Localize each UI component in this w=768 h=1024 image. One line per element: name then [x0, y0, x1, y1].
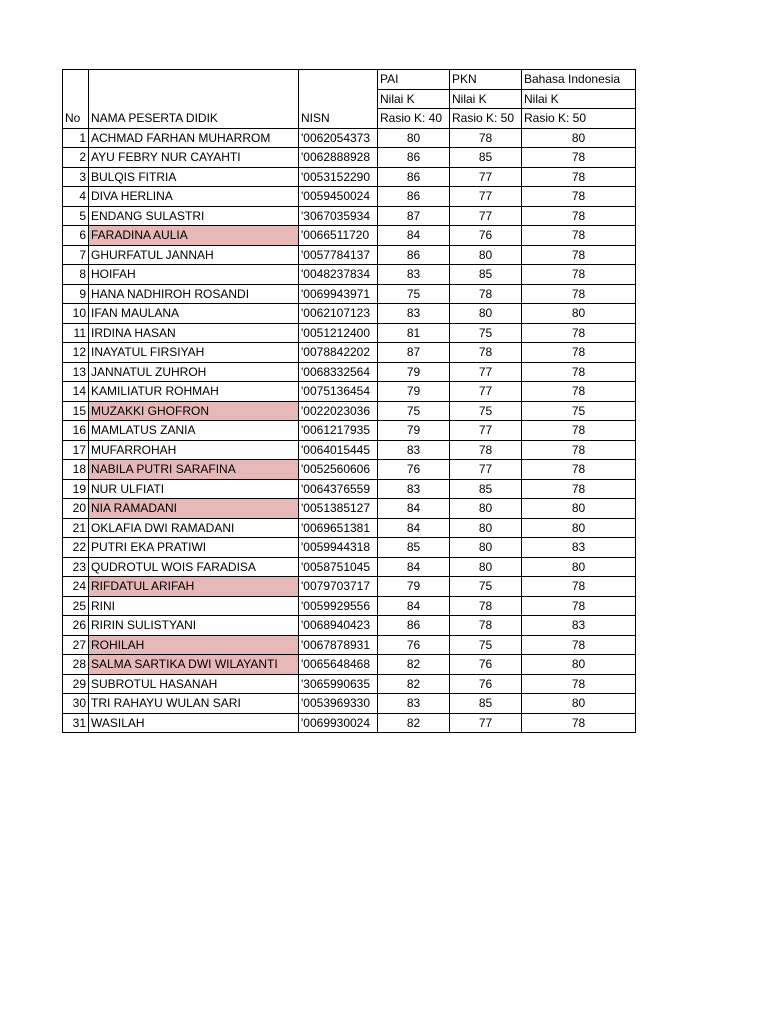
header-ratio-pkn[interactable]: Rasio K: 50 — [450, 109, 522, 129]
table-row — [63, 499, 636, 519]
header-subject-pkn[interactable]: PKN — [450, 70, 522, 90]
row-number-cell[interactable]: 13 — [63, 362, 89, 382]
bahasa-indonesia-score-cell[interactable]: 78 — [522, 167, 636, 187]
nisn-cell[interactable]: '0022023036 — [299, 401, 378, 421]
table-row — [63, 577, 636, 597]
header-name[interactable]: NAMA PESERTA DIDIK — [89, 109, 299, 129]
pkn-score-cell[interactable]: 80 — [450, 304, 522, 324]
bahasa-indonesia-score-cell[interactable]: 80 — [522, 518, 636, 538]
bahasa-indonesia-score-cell[interactable]: 80 — [522, 128, 636, 148]
header-cell-empty[interactable] — [63, 89, 89, 109]
nisn-cell[interactable]: '0064376559 — [299, 479, 378, 499]
header-nilai-pkn[interactable]: Nilai K — [450, 89, 522, 109]
pkn-score-cell[interactable]: 78 — [450, 616, 522, 636]
bahasa-indonesia-score-cell[interactable]: 78 — [522, 362, 636, 382]
pkn-score-cell[interactable]: 78 — [450, 284, 522, 304]
pkn-score-cell[interactable]: 77 — [450, 382, 522, 402]
pkn-score-cell[interactable]: 77 — [450, 167, 522, 187]
student-name-cell[interactable]: NABILA PUTRI SARAFINA — [89, 460, 299, 480]
bahasa-indonesia-score-cell[interactable]: 78 — [522, 421, 636, 441]
pai-score-cell[interactable]: 79 — [378, 577, 450, 597]
nisn-cell[interactable]: '0062107123 — [299, 304, 378, 324]
student-name-cell[interactable]: RINI — [89, 596, 299, 616]
table-row — [63, 440, 636, 460]
student-name-cell[interactable]: SALMA SARTIKA DWI WILAYANTI — [89, 655, 299, 675]
pai-score-cell[interactable]: 80 — [378, 128, 450, 148]
row-number-cell[interactable]: 25 — [63, 596, 89, 616]
header-no[interactable]: No — [63, 109, 89, 129]
row-number-cell[interactable]: 5 — [63, 206, 89, 226]
nisn-cell[interactable]: '0068940423 — [299, 616, 378, 636]
bahasa-indonesia-score-cell[interactable]: 78 — [522, 674, 636, 694]
student-name-cell[interactable]: MAMLATUS ZANIA — [89, 421, 299, 441]
pkn-score-cell[interactable]: 75 — [450, 577, 522, 597]
table-row — [63, 206, 636, 226]
table-row — [63, 479, 636, 499]
bahasa-indonesia-score-cell[interactable]: 80 — [522, 557, 636, 577]
table-row — [63, 401, 636, 421]
pkn-score-cell[interactable]: 78 — [450, 128, 522, 148]
row-number-cell[interactable]: 7 — [63, 245, 89, 265]
pkn-score-cell[interactable]: 78 — [450, 440, 522, 460]
pai-score-cell[interactable]: 79 — [378, 421, 450, 441]
pai-score-cell[interactable]: 85 — [378, 538, 450, 558]
pkn-score-cell[interactable]: 78 — [450, 596, 522, 616]
table-row — [63, 557, 636, 577]
header-nisn[interactable]: NISN — [299, 109, 378, 129]
student-name-cell[interactable]: HANA NADHIROH ROSANDI — [89, 284, 299, 304]
pkn-score-cell[interactable]: 76 — [450, 655, 522, 675]
student-name-cell[interactable]: IRDINA HASAN — [89, 323, 299, 343]
pkn-score-cell[interactable]: 77 — [450, 421, 522, 441]
student-name-cell[interactable]: TRI RAHAYU WULAN SARI — [89, 694, 299, 714]
student-name-cell[interactable]: RIRIN SULISTYANI — [89, 616, 299, 636]
table-row — [63, 518, 636, 538]
row-number-cell[interactable]: 1 — [63, 128, 89, 148]
student-name-cell[interactable]: PUTRI EKA PRATIWI — [89, 538, 299, 558]
row-number-cell[interactable]: 21 — [63, 518, 89, 538]
nisn-cell[interactable]: '0062054373 — [299, 128, 378, 148]
bahasa-indonesia-score-cell[interactable]: 78 — [522, 187, 636, 207]
row-number-cell[interactable]: 26 — [63, 616, 89, 636]
pkn-score-cell[interactable]: 85 — [450, 265, 522, 285]
pkn-score-cell[interactable]: 77 — [450, 713, 522, 733]
pkn-score-cell[interactable]: 75 — [450, 323, 522, 343]
student-name-cell[interactable]: NIA RAMADANI — [89, 499, 299, 519]
table-row — [63, 655, 636, 675]
pai-score-cell[interactable]: 84 — [378, 499, 450, 519]
student-name-cell[interactable]: DIVA HERLINA — [89, 187, 299, 207]
student-name-cell[interactable]: KAMILIATUR ROHMAH — [89, 382, 299, 402]
pai-score-cell[interactable]: 82 — [378, 655, 450, 675]
grades-table — [62, 69, 636, 733]
nisn-cell[interactable]: '0059450024 — [299, 187, 378, 207]
nisn-cell[interactable]: '0051385127 — [299, 499, 378, 519]
row-number-cell[interactable]: 30 — [63, 694, 89, 714]
student-name-cell[interactable]: RIFDATUL ARIFAH — [89, 577, 299, 597]
bahasa-indonesia-score-cell[interactable]: 78 — [522, 226, 636, 246]
nisn-cell[interactable]: '0061217935 — [299, 421, 378, 441]
pkn-score-cell[interactable]: 76 — [450, 674, 522, 694]
grades-table-body — [63, 70, 636, 733]
pkn-score-cell[interactable]: 85 — [450, 148, 522, 168]
pkn-score-cell[interactable]: 80 — [450, 557, 522, 577]
pai-score-cell[interactable]: 81 — [378, 323, 450, 343]
row-number-cell[interactable]: 20 — [63, 499, 89, 519]
student-name-cell[interactable]: BULQIS FITRIA — [89, 167, 299, 187]
pai-score-cell[interactable]: 84 — [378, 596, 450, 616]
table-row — [63, 304, 636, 324]
table-row — [63, 460, 636, 480]
row-number-cell[interactable]: 22 — [63, 538, 89, 558]
table-row — [63, 635, 636, 655]
row-number-cell[interactable]: 6 — [63, 226, 89, 246]
pai-score-cell[interactable]: 76 — [378, 460, 450, 480]
student-name-cell[interactable]: ROHILAH — [89, 635, 299, 655]
bahasa-indonesia-score-cell[interactable]: 78 — [522, 577, 636, 597]
bahasa-indonesia-score-cell[interactable]: 83 — [522, 538, 636, 558]
header-cell-empty[interactable] — [299, 89, 378, 109]
header-subject-pai[interactable]: PAI — [378, 70, 450, 90]
pkn-score-cell[interactable]: 76 — [450, 226, 522, 246]
pai-score-cell[interactable]: 86 — [378, 245, 450, 265]
pkn-score-cell[interactable]: 77 — [450, 187, 522, 207]
pkn-score-cell[interactable]: 78 — [450, 343, 522, 363]
row-number-cell[interactable]: 8 — [63, 265, 89, 285]
pkn-score-cell[interactable]: 77 — [450, 362, 522, 382]
header-cell-empty[interactable] — [89, 89, 299, 109]
table-row — [63, 265, 636, 285]
pai-score-cell[interactable]: 79 — [378, 382, 450, 402]
pai-score-cell[interactable]: 75 — [378, 284, 450, 304]
nisn-cell[interactable]: '0052560606 — [299, 460, 378, 480]
nisn-cell[interactable]: '0069943971 — [299, 284, 378, 304]
table-row — [63, 128, 636, 148]
table-row — [63, 187, 636, 207]
pai-score-cell[interactable]: 86 — [378, 616, 450, 636]
table-row — [63, 694, 636, 714]
pai-score-cell[interactable]: 76 — [378, 635, 450, 655]
row-number-cell[interactable]: 23 — [63, 557, 89, 577]
header-row-subjects — [63, 70, 636, 90]
table-row — [63, 596, 636, 616]
table-row — [63, 616, 636, 636]
student-name-cell[interactable]: IFAN MAULANA — [89, 304, 299, 324]
row-number-cell[interactable]: 31 — [63, 713, 89, 733]
student-name-cell[interactable]: MUFARROHAH — [89, 440, 299, 460]
bahasa-indonesia-score-cell[interactable]: 78 — [522, 265, 636, 285]
table-row — [63, 421, 636, 441]
pkn-score-cell[interactable]: 75 — [450, 635, 522, 655]
pai-score-cell[interactable]: 87 — [378, 206, 450, 226]
nisn-cell[interactable]: '0079703717 — [299, 577, 378, 597]
pai-score-cell[interactable]: 83 — [378, 440, 450, 460]
nisn-cell[interactable]: '0069930024 — [299, 713, 378, 733]
nisn-cell[interactable]: '0068332564 — [299, 362, 378, 382]
header-cell-empty[interactable] — [89, 70, 299, 90]
pai-score-cell[interactable]: 86 — [378, 167, 450, 187]
nisn-cell[interactable]: '0064015445 — [299, 440, 378, 460]
nisn-cell[interactable]: '0053969330 — [299, 694, 378, 714]
pai-score-cell[interactable]: 79 — [378, 362, 450, 382]
student-name-cell[interactable]: FARADINA AULIA — [89, 226, 299, 246]
bahasa-indonesia-score-cell[interactable]: 78 — [522, 284, 636, 304]
student-name-cell[interactable]: GHURFATUL JANNAH — [89, 245, 299, 265]
pai-score-cell[interactable]: 83 — [378, 304, 450, 324]
pkn-score-cell[interactable]: 77 — [450, 206, 522, 226]
header-cell-empty[interactable] — [63, 70, 89, 90]
table-row — [63, 674, 636, 694]
table-row — [63, 382, 636, 402]
student-name-cell[interactable]: AYU FEBRY NUR CAYAHTI — [89, 148, 299, 168]
student-name-cell[interactable]: SUBROTUL HASANAH — [89, 674, 299, 694]
bahasa-indonesia-score-cell[interactable]: 78 — [522, 245, 636, 265]
nisn-cell[interactable]: '0065648468 — [299, 655, 378, 675]
bahasa-indonesia-score-cell[interactable]: 78 — [522, 148, 636, 168]
nisn-cell[interactable]: '0051212400 — [299, 323, 378, 343]
table-row — [63, 323, 636, 343]
nisn-cell[interactable]: '3065990635 — [299, 674, 378, 694]
header-nilai-bahasa-indonesia[interactable]: Nilai K — [522, 89, 636, 109]
row-number-cell[interactable]: 18 — [63, 460, 89, 480]
row-number-cell[interactable]: 9 — [63, 284, 89, 304]
pai-score-cell[interactable]: 86 — [378, 187, 450, 207]
student-name-cell[interactable]: JANNATUL ZUHROH — [89, 362, 299, 382]
row-number-cell[interactable]: 15 — [63, 401, 89, 421]
pkn-score-cell[interactable]: 85 — [450, 694, 522, 714]
row-number-cell[interactable]: 10 — [63, 304, 89, 324]
bahasa-indonesia-score-cell[interactable]: 78 — [522, 382, 636, 402]
nisn-cell[interactable]: '0075136454 — [299, 382, 378, 402]
pai-score-cell[interactable]: 83 — [378, 265, 450, 285]
nisn-cell[interactable]: '0053152290 — [299, 167, 378, 187]
bahasa-indonesia-score-cell[interactable]: 80 — [522, 499, 636, 519]
pkn-score-cell[interactable]: 75 — [450, 401, 522, 421]
student-name-cell[interactable]: HOIFAH — [89, 265, 299, 285]
nisn-cell[interactable]: '0059929556 — [299, 596, 378, 616]
nisn-cell[interactable]: '0069651381 — [299, 518, 378, 538]
bahasa-indonesia-score-cell[interactable]: 78 — [522, 323, 636, 343]
pkn-score-cell[interactable]: 80 — [450, 518, 522, 538]
pai-score-cell[interactable]: 86 — [378, 148, 450, 168]
bahasa-indonesia-score-cell[interactable]: 78 — [522, 596, 636, 616]
nisn-cell[interactable]: '0066511720 — [299, 226, 378, 246]
row-number-cell[interactable]: 24 — [63, 577, 89, 597]
row-number-cell[interactable]: 3 — [63, 167, 89, 187]
pai-score-cell[interactable]: 83 — [378, 694, 450, 714]
table-row — [63, 245, 636, 265]
bahasa-indonesia-score-cell[interactable]: 78 — [522, 635, 636, 655]
pai-score-cell[interactable]: 82 — [378, 713, 450, 733]
bahasa-indonesia-score-cell[interactable]: 78 — [522, 479, 636, 499]
bahasa-indonesia-score-cell[interactable]: 80 — [522, 304, 636, 324]
bahasa-indonesia-score-cell[interactable]: 78 — [522, 713, 636, 733]
row-number-cell[interactable]: 16 — [63, 421, 89, 441]
nisn-cell[interactable]: '0058751045 — [299, 557, 378, 577]
pkn-score-cell[interactable]: 80 — [450, 499, 522, 519]
pai-score-cell[interactable]: 84 — [378, 226, 450, 246]
student-name-cell[interactable]: ACHMAD FARHAN MUHARROM — [89, 128, 299, 148]
pai-score-cell[interactable]: 84 — [378, 518, 450, 538]
row-number-cell[interactable]: 14 — [63, 382, 89, 402]
header-subject-bahasa-indonesia[interactable]: Bahasa Indonesia — [522, 70, 636, 90]
student-name-cell[interactable]: WASILAH — [89, 713, 299, 733]
pkn-score-cell[interactable]: 80 — [450, 538, 522, 558]
row-number-cell[interactable]: 19 — [63, 479, 89, 499]
student-name-cell[interactable]: NUR ULFIATI — [89, 479, 299, 499]
table-row — [63, 713, 636, 733]
student-name-cell[interactable]: INAYATUL FIRSIYAH — [89, 343, 299, 363]
header-nilai-pai[interactable]: Nilai K — [378, 89, 450, 109]
row-number-cell[interactable]: 11 — [63, 323, 89, 343]
bahasa-indonesia-score-cell[interactable]: 78 — [522, 460, 636, 480]
bahasa-indonesia-score-cell[interactable]: 78 — [522, 440, 636, 460]
student-name-cell[interactable]: QUDROTUL WOIS FARADISA — [89, 557, 299, 577]
header-ratio-bahasa-indonesia[interactable]: Rasio K: 50 — [522, 109, 636, 129]
bahasa-indonesia-score-cell[interactable]: 80 — [522, 694, 636, 714]
student-name-cell[interactable]: MUZAKKI GHOFRON — [89, 401, 299, 421]
header-row-nilai — [63, 89, 636, 109]
nisn-cell[interactable]: '0048237834 — [299, 265, 378, 285]
pai-score-cell[interactable]: 83 — [378, 479, 450, 499]
bahasa-indonesia-score-cell[interactable]: 75 — [522, 401, 636, 421]
bahasa-indonesia-score-cell[interactable]: 80 — [522, 655, 636, 675]
pkn-score-cell[interactable]: 85 — [450, 479, 522, 499]
student-name-cell[interactable]: OKLAFIA DWI RAMADANI — [89, 518, 299, 538]
pai-score-cell[interactable]: 87 — [378, 343, 450, 363]
bahasa-indonesia-score-cell[interactable]: 78 — [522, 343, 636, 363]
row-number-cell[interactable]: 29 — [63, 674, 89, 694]
pkn-score-cell[interactable]: 77 — [450, 460, 522, 480]
pai-score-cell[interactable]: 82 — [378, 674, 450, 694]
table-row — [63, 362, 636, 382]
table-row — [63, 284, 636, 304]
nisn-cell[interactable]: '0078842202 — [299, 343, 378, 363]
pai-score-cell[interactable]: 75 — [378, 401, 450, 421]
table-row — [63, 538, 636, 558]
table-row — [63, 343, 636, 363]
nisn-cell[interactable]: '0062888928 — [299, 148, 378, 168]
nisn-cell[interactable]: '3067035934 — [299, 206, 378, 226]
pkn-score-cell[interactable]: 80 — [450, 245, 522, 265]
header-cell-empty[interactable] — [299, 70, 378, 90]
nisn-cell[interactable]: '0059944318 — [299, 538, 378, 558]
row-number-cell[interactable]: 28 — [63, 655, 89, 675]
table-row — [63, 167, 636, 187]
bahasa-indonesia-score-cell[interactable]: 78 — [522, 206, 636, 226]
header-row-columns — [63, 109, 636, 129]
row-number-cell[interactable]: 2 — [63, 148, 89, 168]
bahasa-indonesia-score-cell[interactable]: 83 — [522, 616, 636, 636]
row-number-cell[interactable]: 12 — [63, 343, 89, 363]
student-name-cell[interactable]: ENDANG SULASTRI — [89, 206, 299, 226]
header-ratio-pai[interactable]: Rasio K: 40 — [378, 109, 450, 129]
row-number-cell[interactable]: 4 — [63, 187, 89, 207]
row-number-cell[interactable]: 17 — [63, 440, 89, 460]
table-row — [63, 148, 636, 168]
table-row — [63, 226, 636, 246]
pai-score-cell[interactable]: 84 — [378, 557, 450, 577]
nisn-cell[interactable]: '0067878931 — [299, 635, 378, 655]
row-number-cell[interactable]: 27 — [63, 635, 89, 655]
nisn-cell[interactable]: '0057784137 — [299, 245, 378, 265]
